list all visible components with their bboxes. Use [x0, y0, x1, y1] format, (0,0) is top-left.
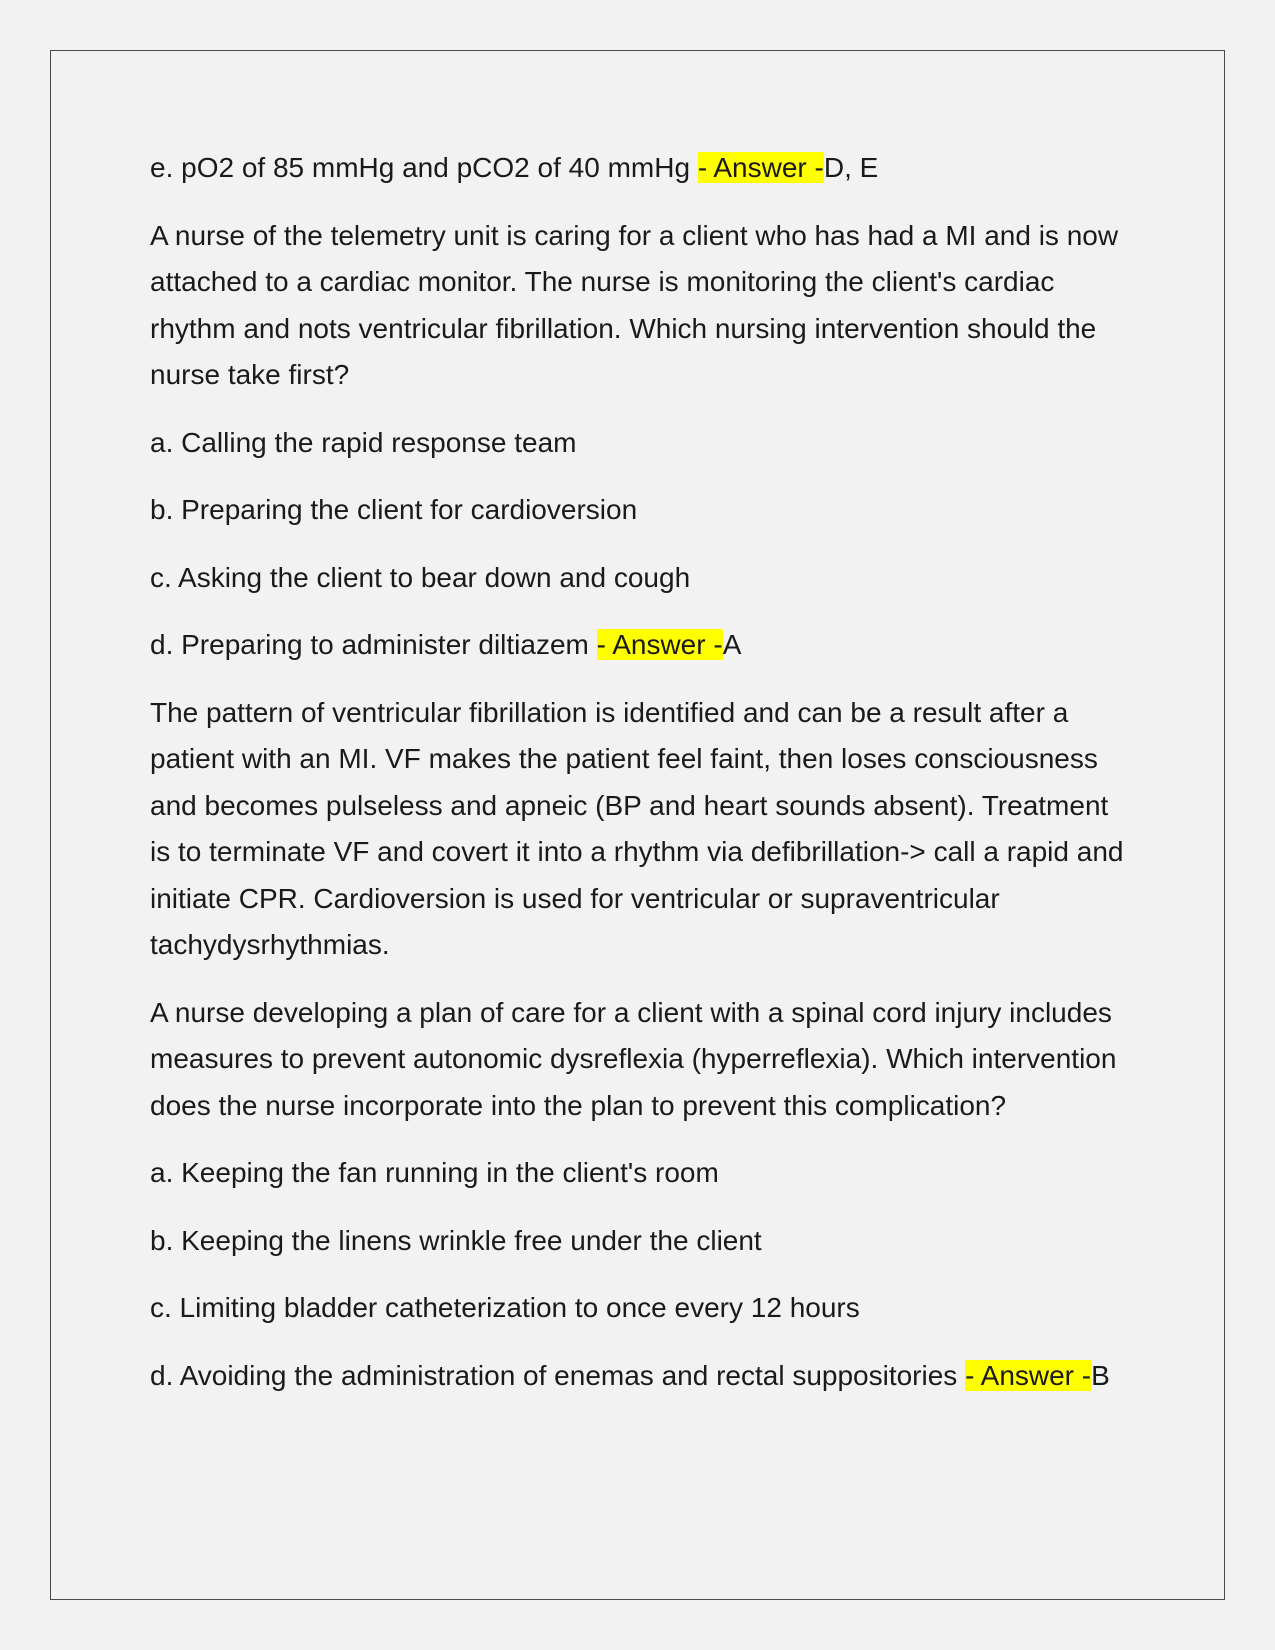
option-text: e. pO2 of 85 mmHg and pCO2 of 40 mmHg	[150, 152, 698, 183]
answer-value: A	[722, 629, 742, 660]
q3-option-a: a. Keeping the fan running in the client's room	[150, 1157, 719, 1188]
answer-marker: - Answer -	[697, 152, 824, 183]
answer-marker: - Answer -	[965, 1359, 1092, 1391]
answer-marker: - Answer -	[596, 629, 723, 660]
option-text: d. Avoiding the administration of enemas and rectal suppositories	[150, 1359, 966, 1391]
q2-rationale: The pattern of ventricular fibrillation is identified and can be a result after a patient with an MI. VF makes the patient feel faint, then loses consciousness and becomes pulseless and apneic (BP and heart sounds absent). Treatment is to terminate VF and covert it into a rhythm via defibrillation-> call a rapid and initiate CPR. Cardioversion is used for ventricular or supraventricular tachydysrhythmias.	[150, 696, 1124, 960]
answer-value: D, E	[823, 152, 879, 183]
option-text: d. Preparing to administer diltiazem	[150, 629, 597, 660]
q2-option-b: b. Preparing the client for cardioversion	[150, 494, 638, 525]
q2-option-d	[150, 622, 1130, 669]
q3-stem: A nurse developing a plan of care for a client with a spinal cord injury includes measures to prevent autonomic dysreflexia (hyperreflexia). Which intervention does the nurse incorporate into the plan to prevent this complication?	[150, 996, 1117, 1121]
q3-option-d	[150, 1353, 1130, 1400]
q1-option-e	[150, 145, 1130, 192]
q3-option-b: b. Keeping the linens wrinkle free under the client	[150, 1224, 762, 1256]
q2-option-a: a. Calling the rapid response team	[150, 426, 577, 458]
q3-option-c: c. Limiting bladder catheterization to once every 12 hours	[150, 1292, 860, 1323]
q2-option-c: c. Asking the client to bear down and cough	[150, 561, 691, 593]
q2-stem: A nurse of the telemetry unit is caring for a client who has had a MI and is now attached to a cardiac monitor. The nurse is monitoring the client's cardiac rhythm and nots ventricular fibrillation. Which nursing intervention should the nurse take first?	[150, 219, 1119, 390]
answer-value: B	[1091, 1359, 1110, 1391]
document-body	[150, 145, 1130, 1420]
